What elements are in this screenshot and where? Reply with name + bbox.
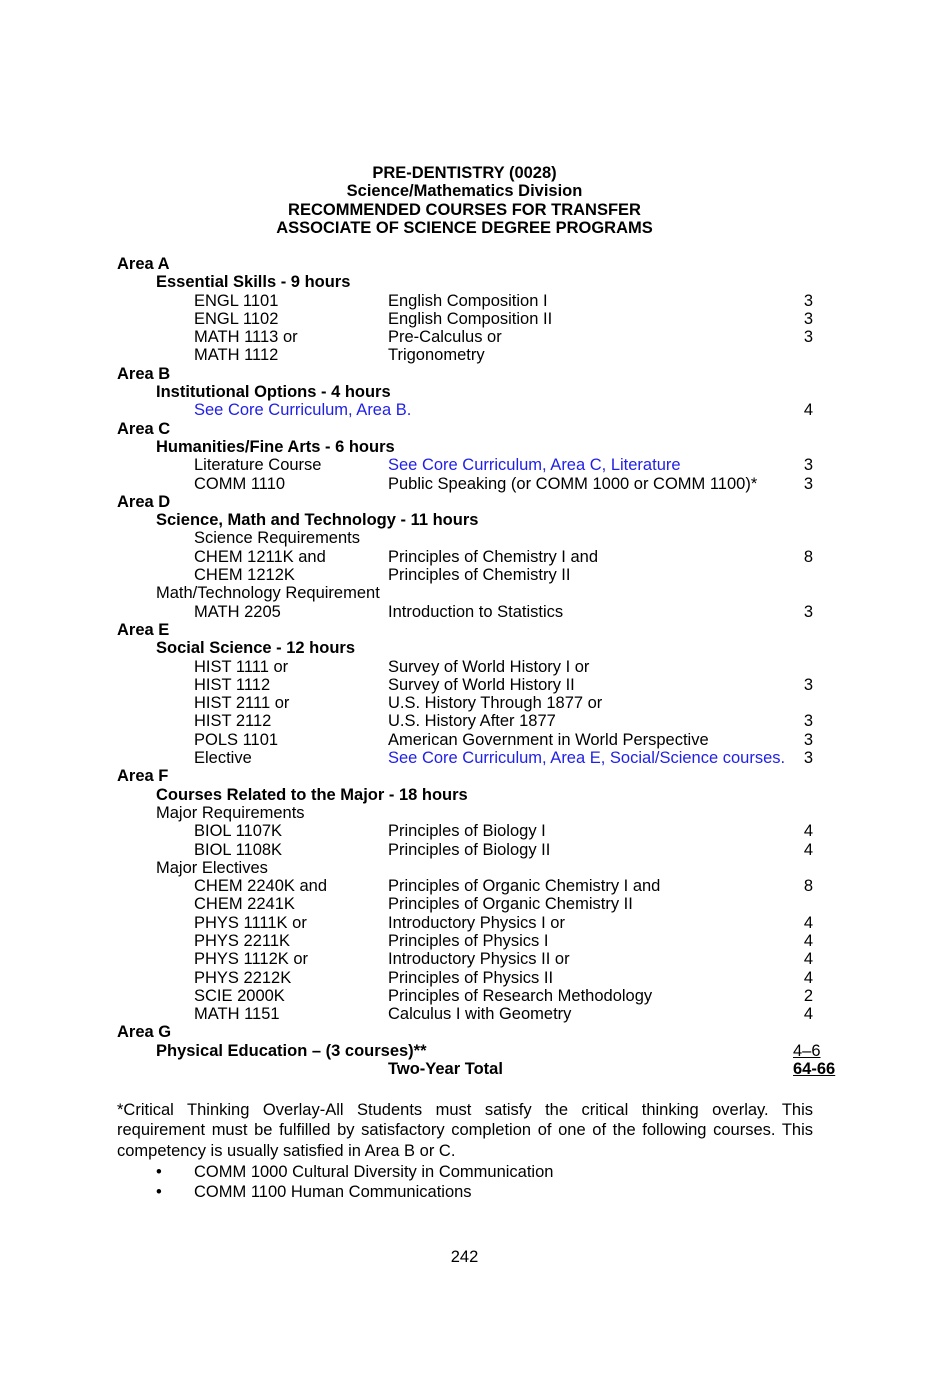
course-code: COMM 1110	[194, 474, 286, 493]
course-row	[0, 694, 929, 712]
course-code: SCIE 2000K	[194, 986, 285, 1005]
course-code: CHEM 2240K and	[194, 877, 327, 896]
course-row	[0, 292, 929, 310]
course-title: Survey of World History I or	[388, 657, 590, 676]
course-title: Introduction to Statistics	[388, 602, 564, 621]
credit-hours: 4	[803, 1005, 813, 1024]
course-code: HIST 2111 or	[194, 694, 290, 713]
area-heading-row	[0, 621, 929, 639]
course-row	[0, 676, 929, 694]
credit-hours: 4–6	[793, 1041, 821, 1060]
course-row	[0, 1005, 929, 1023]
course-row	[0, 712, 929, 730]
course-code: HIST 2112	[194, 712, 272, 731]
credit-hours: 3	[803, 730, 813, 749]
course-row	[0, 914, 929, 932]
course-code: MATH 1113 or	[194, 328, 298, 347]
course-title: Survey of World History II	[388, 675, 575, 694]
section-label: Physical Education – (3 courses)**	[156, 1041, 427, 1060]
course-row	[0, 566, 929, 584]
course-code: ENGL 1102	[194, 309, 279, 328]
bullet-text: COMM 1000 Cultural Diversity in Communication	[194, 1163, 554, 1181]
course-code: MATH 1151	[194, 1005, 280, 1024]
credit-hours: 3	[803, 602, 813, 621]
section-label: Major Requirements	[156, 803, 305, 822]
section-heading-row	[0, 383, 929, 401]
section-heading-row	[0, 1042, 929, 1060]
credit-hours: 3	[803, 291, 813, 310]
course-code: BIOL 1107K	[194, 822, 283, 841]
course-code: POLS 1101	[194, 730, 279, 749]
course-row	[0, 895, 929, 913]
credit-hours: 3	[803, 456, 813, 475]
course-title: Principles of Chemistry I and	[388, 547, 598, 566]
course-row	[0, 731, 929, 749]
bullet-icon: •	[156, 1183, 162, 1202]
course-title: Public Speaking (or COMM 1000 or COMM 1100)*	[388, 474, 758, 493]
degree-programs-title: ASSOCIATE OF SCIENCE DEGREE PROGRAMS	[276, 218, 653, 237]
section-label: Essential Skills - 9 hours	[156, 273, 351, 292]
bullet-text: COMM 1100 Human Communications	[194, 1183, 472, 1202]
area-heading-row	[0, 1023, 929, 1041]
course-title: Trigonometry	[388, 346, 485, 365]
course-row	[0, 877, 929, 895]
course-title: Calculus I with Geometry	[388, 1005, 572, 1024]
course-row	[0, 456, 929, 474]
credit-hours: 3	[803, 328, 813, 347]
credit-hours: 64-66	[793, 1060, 836, 1079]
credit-hours: 4	[803, 950, 813, 969]
course-row	[0, 749, 929, 767]
course-title: Principles of Research Methodology	[388, 986, 653, 1005]
area-label: Area D	[117, 492, 171, 511]
course-title: Pre-Calculus or	[388, 328, 502, 347]
area-heading-row	[0, 420, 929, 438]
course-row	[0, 529, 929, 547]
section-heading-row	[0, 511, 929, 529]
course-code: ENGL 1101	[194, 291, 279, 310]
course-code: HIST 1111 or	[194, 657, 289, 676]
course-title: Principles of Organic Chemistry I and	[388, 877, 661, 896]
course-code: BIOL 1108K	[194, 840, 283, 859]
course-row	[0, 987, 929, 1005]
credit-hours: 3	[803, 749, 813, 768]
credit-hours: 3	[803, 474, 813, 493]
section-heading-row	[0, 804, 929, 822]
section-heading-row	[0, 438, 929, 456]
course-code: Science Requirements	[194, 529, 360, 548]
course-code: Elective	[194, 749, 252, 768]
course-title: Principles of Organic Chemistry II	[388, 895, 633, 914]
course-row	[0, 346, 929, 364]
credit-hours: 8	[803, 547, 813, 566]
area-heading-row	[0, 767, 929, 785]
course-code: CHEM 1211K and	[194, 547, 326, 566]
course-row	[0, 822, 929, 840]
section-label: Humanities/Fine Arts - 6 hours	[156, 437, 395, 456]
credit-hours: 4	[803, 840, 813, 859]
course-bullet-list	[0, 1162, 929, 1203]
credit-hours: 4	[803, 401, 813, 420]
course-title: Principles of Biology I	[388, 822, 546, 841]
course-title[interactable]: See Core Curriculum, Area E, Social/Science courses.	[388, 749, 786, 768]
course-list	[0, 255, 929, 1078]
credit-hours: 8	[803, 877, 813, 896]
course-row	[0, 932, 929, 950]
section-label: Institutional Options - 4 hours	[156, 383, 391, 402]
course-code: Literature Course	[194, 456, 322, 475]
course-code: HIST 1112	[194, 675, 271, 694]
credit-hours: 3	[803, 675, 813, 694]
course-title[interactable]: See Core Curriculum, Area C, Literature	[388, 456, 681, 475]
course-row	[0, 841, 929, 859]
course-code: PHYS 1112K or	[194, 950, 309, 969]
section-heading-row	[0, 639, 929, 657]
area-label: Area G	[117, 1023, 172, 1042]
credit-hours: 4	[803, 968, 813, 987]
course-row	[0, 1060, 929, 1078]
document-header	[0, 164, 929, 237]
credit-hours: 2	[803, 986, 813, 1005]
area-label: Area E	[117, 620, 170, 639]
course-code: PHYS 2212K	[194, 968, 292, 987]
course-title: Principles of Chemistry II	[388, 566, 571, 585]
section-label: Science, Math and Technology - 11 hours	[156, 511, 479, 530]
course-code: PHYS 2211K	[194, 931, 291, 950]
bullet-item	[0, 1182, 929, 1202]
course-title: Principles of Physics I	[388, 931, 549, 950]
section-heading-row	[0, 584, 929, 602]
credit-hours: 3	[803, 712, 813, 731]
division-title: Science/Mathematics Division	[346, 182, 583, 201]
credit-hours: 4	[803, 822, 813, 841]
course-row	[0, 969, 929, 987]
bullet-item	[0, 1162, 929, 1182]
critical-thinking-footnote: *Critical Thinking Overlay-All Students must satisfy the critical thinking overlay. This requirement must be fulfilled by satisfactory completion of one of the following courses. This competency is usually satisfied in Area B or C.	[117, 1101, 813, 1160]
course-title: Principles of Physics II	[388, 968, 554, 987]
course-code: MATH 1112	[194, 346, 279, 365]
course-code: CHEM 2241K	[194, 895, 295, 914]
course-code: PHYS 1111K or	[194, 913, 307, 932]
course-title: American Government in World Perspective	[388, 730, 709, 749]
area-label: Area C	[117, 419, 171, 438]
area-heading-row	[0, 365, 929, 383]
program-title: PRE-DENTISTRY (0028)	[372, 164, 557, 182]
course-title: English Composition I	[388, 291, 548, 310]
course-row	[0, 950, 929, 968]
section-label: Math/Technology Requirement	[156, 584, 380, 603]
credit-hours: 3	[803, 309, 813, 328]
course-code: MATH 2205	[194, 602, 281, 621]
area-label: Area B	[117, 364, 171, 383]
course-title: Two-Year Total	[388, 1060, 503, 1079]
course-code: CHEM 1212K	[194, 566, 295, 585]
course-row	[0, 658, 929, 676]
page-number: 242	[450, 1248, 479, 1266]
section-heading-row	[0, 786, 929, 804]
course-title: Introductory Physics I or	[388, 913, 565, 932]
area-heading-row	[0, 255, 929, 273]
section-label: Social Science - 12 hours	[156, 639, 355, 658]
course-title: U.S. History After 1877	[388, 712, 556, 731]
area-label: Area A	[117, 255, 170, 273]
section-label: Courses Related to the Major - 18 hours	[156, 785, 468, 804]
course-title: English Composition II	[388, 309, 553, 328]
recommended-courses-title: RECOMMENDED COURSES FOR TRANSFER	[288, 200, 641, 219]
section-label: Major Electives	[156, 858, 268, 877]
credit-hours: 4	[803, 931, 813, 950]
course-row	[0, 401, 929, 419]
course-row	[0, 603, 929, 621]
bullet-icon: •	[156, 1163, 162, 1181]
course-title: Introductory Physics II or	[388, 950, 570, 969]
area-heading-row	[0, 493, 929, 511]
course-row	[0, 310, 929, 328]
course-row	[0, 548, 929, 566]
course-row	[0, 475, 929, 493]
credit-hours: 4	[803, 913, 813, 932]
course-title: Principles of Biology II	[388, 840, 551, 859]
area-label: Area F	[117, 767, 169, 786]
course-code[interactable]: See Core Curriculum, Area B.	[194, 401, 412, 420]
section-heading-row	[0, 859, 929, 877]
course-row	[0, 328, 929, 346]
section-heading-row	[0, 273, 929, 291]
course-title: U.S. History Through 1877 or	[388, 694, 603, 713]
